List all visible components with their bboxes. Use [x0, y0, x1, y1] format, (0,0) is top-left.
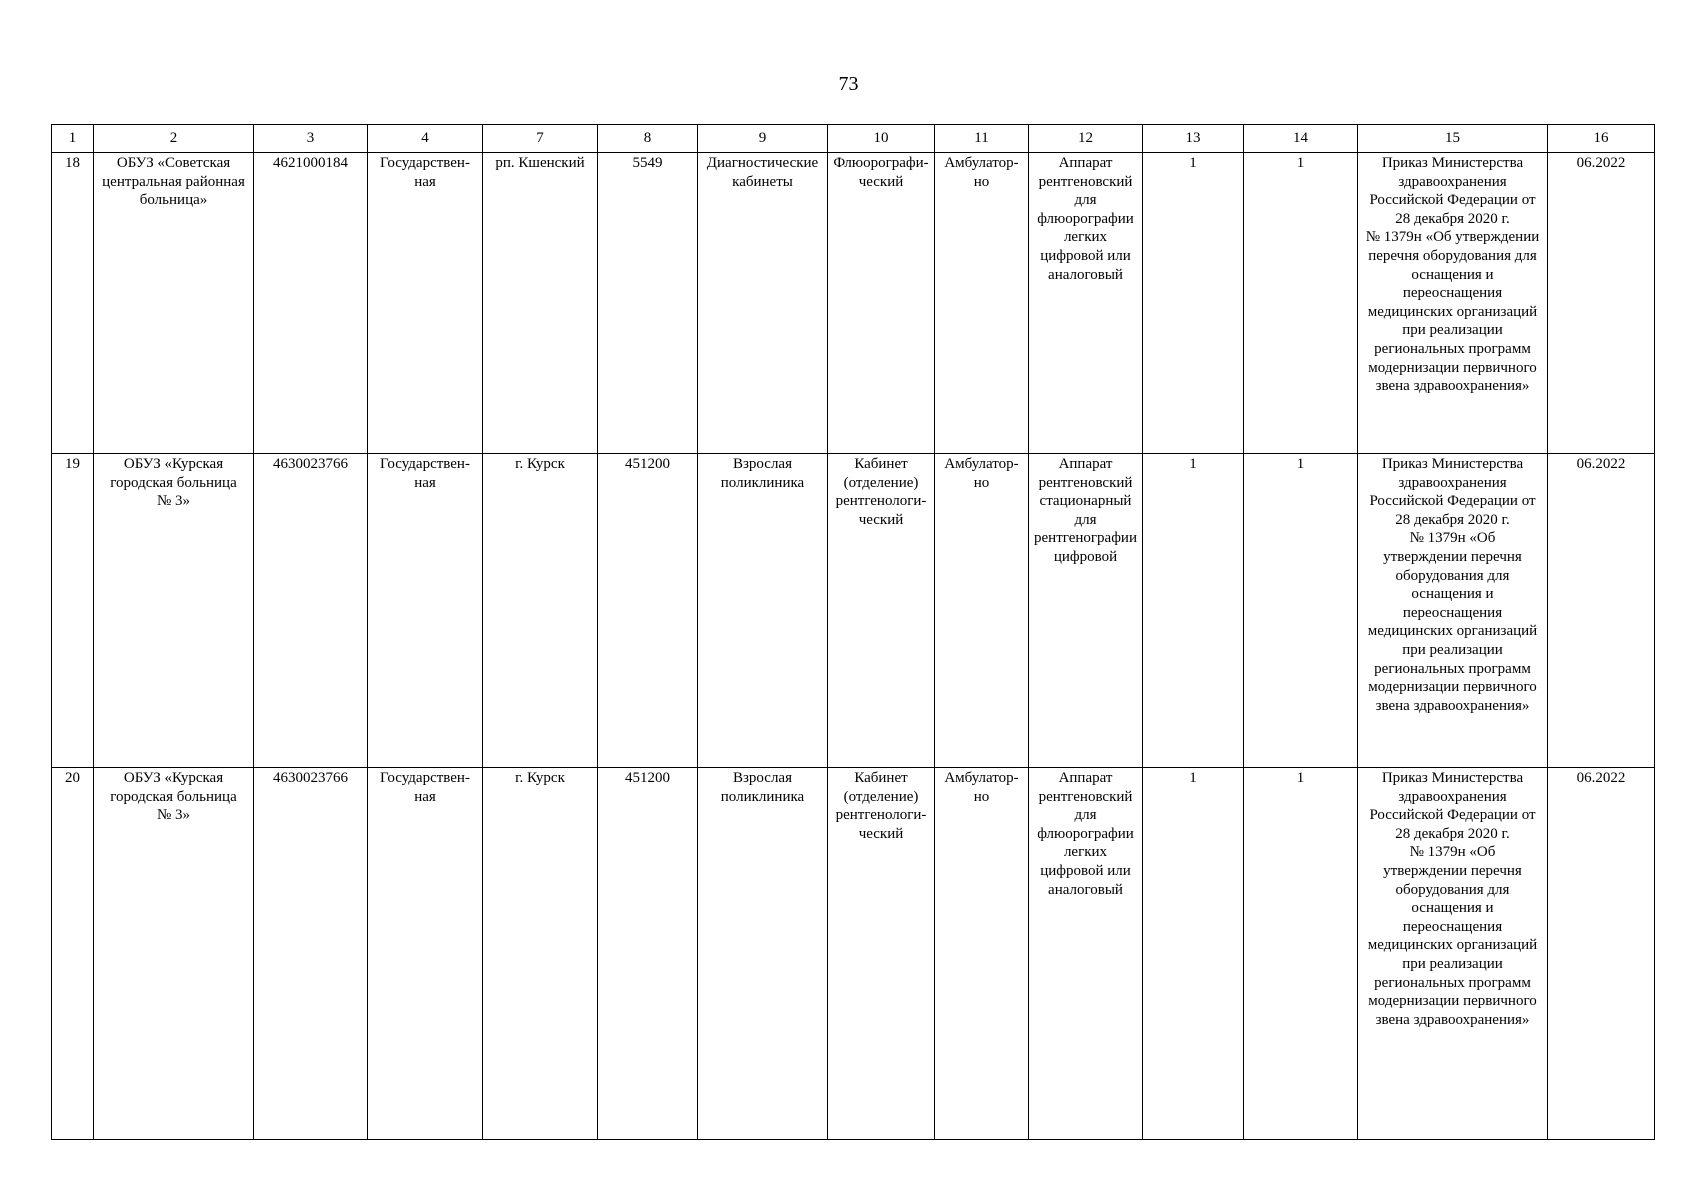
basis-line: медицинских организаций [1367, 623, 1538, 640]
basis-line: при реализации [1402, 322, 1503, 339]
column-number: 11 [935, 125, 1029, 153]
ownership-line: ная [414, 173, 436, 190]
basis-line: региональных программ [1374, 660, 1531, 677]
care-type-cell [935, 454, 1029, 768]
basis-line: здравоохранения [1398, 173, 1507, 190]
column-number-row [52, 125, 1655, 153]
equipment-line: рентгенографии [1034, 530, 1137, 547]
equipment-table [51, 124, 1655, 1140]
basis-line: переоснащения [1402, 604, 1503, 621]
department-line: ческий [858, 511, 904, 528]
basis-line: Приказ Министерства [1381, 155, 1524, 171]
basis-line: здравоохранения [1398, 474, 1507, 491]
basis-line: 28 декабря 2020 г. [1395, 210, 1510, 227]
basis-line: региональных программ [1374, 974, 1531, 991]
date-cell: 06.2022 [1548, 768, 1655, 1140]
organization-line: ОБУЗ «Курская [123, 456, 224, 472]
basis-line: региональных программ [1374, 340, 1531, 357]
code-cell: 5549 [598, 153, 698, 454]
organization-line: центральная районная [102, 173, 245, 190]
basis-line: звена здравоохранения» [1375, 378, 1530, 395]
column-number: 15 [1358, 125, 1548, 153]
equipment-line: цифровой или [1040, 247, 1131, 264]
inn-cell: 4630023766 [254, 454, 368, 768]
basis-line: оснащения и [1411, 266, 1494, 283]
equipment-line: аналоговый [1048, 266, 1123, 283]
equipment-cell [1029, 454, 1143, 768]
department-line: ческий [858, 825, 904, 842]
organization-line: ОБУЗ «Советская [116, 155, 231, 171]
quantity-cell: 1 [1244, 768, 1358, 1140]
column-number: 10 [828, 125, 935, 153]
equipment-line: для [1074, 511, 1097, 528]
code-cell: 451200 [598, 768, 698, 1140]
department-cell [828, 153, 935, 454]
basis-line: звена здравоохранения» [1375, 697, 1530, 714]
inn-cell: 4621000184 [254, 153, 368, 454]
date-cell: 06.2022 [1548, 153, 1655, 454]
table-row [52, 454, 1655, 768]
organization-line: ОБУЗ «Курская [123, 770, 224, 786]
row-number: 18 [52, 153, 94, 454]
equipment-line: цифровой или [1040, 862, 1131, 879]
basis-line: Приказ Министерства [1381, 456, 1524, 472]
unit-line: поликлиника [720, 788, 805, 805]
column-number: 13 [1143, 125, 1244, 153]
ownership-cell [368, 454, 483, 768]
basis-cell [1358, 768, 1548, 1140]
basis-line: оснащения и [1411, 586, 1494, 603]
care-type-cell [935, 768, 1029, 1140]
care-type-line: но [973, 474, 990, 491]
equipment-line: рентгеновский [1038, 173, 1133, 190]
basis-line: Приказ Министерства [1381, 770, 1524, 786]
column-number: 9 [698, 125, 828, 153]
unit-line: кабинеты [732, 173, 793, 190]
basis-line: Российской Федерации от [1369, 493, 1536, 510]
column-number: 3 [254, 125, 368, 153]
basis-line: Российской Федерации от [1369, 807, 1536, 824]
locality-cell: г. Курск [483, 768, 598, 1140]
basis-line: модернизации первичного [1368, 359, 1537, 376]
organization-cell [94, 768, 254, 1140]
ownership-cell [368, 153, 483, 454]
column-number: 14 [1244, 125, 1358, 153]
basis-line: здравоохранения [1398, 788, 1507, 805]
column-number: 7 [483, 125, 598, 153]
organization-line: городская больница [110, 788, 237, 805]
organization-line: № 3» [156, 807, 191, 824]
department-line: ческий [858, 173, 904, 190]
department-line: рентгенологи- [835, 493, 927, 510]
department-line: (отделение) [843, 474, 919, 491]
organization-line: больница» [139, 192, 208, 209]
column-number: 16 [1548, 125, 1655, 153]
equipment-cell [1029, 768, 1143, 1140]
basis-line: № 1379н «Об утверждении [1365, 229, 1540, 246]
department-line: Флюорографи- [833, 155, 929, 171]
basis-line: № 1379н «Об [1409, 844, 1496, 861]
department-cell [828, 454, 935, 768]
unit-cell [698, 153, 828, 454]
basis-line: утверждении перечня [1383, 548, 1522, 565]
code-cell: 451200 [598, 454, 698, 768]
basis-line: Российской Федерации от [1369, 192, 1536, 209]
care-type-line: Амбулатор- [944, 456, 1019, 472]
ownership-line: Государствен- [380, 770, 470, 786]
basis-cell [1358, 454, 1548, 768]
organization-cell [94, 454, 254, 768]
basis-line: переоснащения [1402, 285, 1503, 302]
care-type-cell [935, 153, 1029, 454]
department-line: рентгенологи- [835, 807, 927, 824]
locality-cell: г. Курск [483, 454, 598, 768]
basis-line: оснащения и [1411, 900, 1494, 917]
column-number: 2 [94, 125, 254, 153]
quantity-cell: 1 [1143, 153, 1244, 454]
page-number: 73 [838, 73, 859, 95]
column-number: 1 [52, 125, 94, 153]
quantity-cell: 1 [1143, 768, 1244, 1140]
basis-line: при реализации [1402, 641, 1503, 658]
unit-line: Диагностические [706, 155, 819, 171]
organization-line: № 3» [156, 493, 191, 510]
basis-line: 28 декабря 2020 г. [1395, 825, 1510, 842]
ownership-line: ная [414, 788, 436, 805]
equipment-line: легких [1063, 229, 1108, 246]
table-row [52, 768, 1655, 1140]
basis-line: переоснащения [1402, 918, 1503, 935]
equipment-line: для [1074, 807, 1097, 824]
equipment-line: рентгеновский [1038, 474, 1133, 491]
column-number: 12 [1029, 125, 1143, 153]
basis-line: звена здравоохранения» [1375, 1011, 1530, 1028]
ownership-line: Государствен- [380, 456, 470, 472]
column-number: 8 [598, 125, 698, 153]
basis-line: утверждении перечня [1383, 862, 1522, 879]
basis-line: 28 декабря 2020 г. [1395, 511, 1510, 528]
ownership-line: ная [414, 474, 436, 491]
equipment-line: Аппарат [1058, 770, 1113, 786]
department-line: Кабинет [854, 770, 908, 786]
basis-line: оборудования для [1395, 567, 1510, 584]
unit-line: Взрослая [732, 770, 792, 786]
quantity-cell: 1 [1143, 454, 1244, 768]
equipment-line: флюорографии [1037, 210, 1134, 227]
column-number: 4 [368, 125, 483, 153]
basis-line: модернизации первичного [1368, 993, 1537, 1010]
department-line: (отделение) [843, 788, 919, 805]
date-cell: 06.2022 [1548, 454, 1655, 768]
equipment-line: аналоговый [1048, 881, 1123, 898]
equipment-line: флюорографии [1037, 825, 1134, 842]
basis-line: перечня оборудования для [1368, 247, 1537, 264]
basis-cell [1358, 153, 1548, 454]
equipment-cell [1029, 153, 1143, 454]
equipment-line: стационарный [1039, 493, 1132, 510]
organization-cell [94, 153, 254, 454]
basis-line: при реализации [1402, 955, 1503, 972]
table-row [52, 153, 1655, 454]
care-type-line: но [973, 173, 990, 190]
basis-line: модернизации первичного [1368, 679, 1537, 696]
department-line: Кабинет [854, 456, 908, 472]
equipment-line: для [1074, 192, 1097, 209]
department-cell [828, 768, 935, 1140]
quantity-cell: 1 [1244, 153, 1358, 454]
equipment-line: рентгеновский [1038, 788, 1133, 805]
equipment-line: Аппарат [1058, 456, 1113, 472]
inn-cell: 4630023766 [254, 768, 368, 1140]
organization-line: городская больница [110, 474, 237, 491]
ownership-cell [368, 768, 483, 1140]
row-number: 20 [52, 768, 94, 1140]
equipment-line: легких [1063, 844, 1108, 861]
unit-cell [698, 454, 828, 768]
basis-line: медицинских организаций [1367, 303, 1538, 320]
care-type-line: Амбулатор- [944, 155, 1019, 171]
equipment-line: цифровой [1053, 548, 1118, 565]
unit-cell [698, 768, 828, 1140]
care-type-line: но [973, 788, 990, 805]
basis-line: № 1379н «Об [1409, 530, 1496, 547]
basis-line: медицинских организаций [1367, 937, 1538, 954]
care-type-line: Амбулатор- [944, 770, 1019, 786]
unit-line: поликлиника [720, 474, 805, 491]
unit-line: Взрослая [732, 456, 792, 472]
ownership-line: Государствен- [380, 155, 470, 171]
quantity-cell: 1 [1244, 454, 1358, 768]
equipment-line: Аппарат [1058, 155, 1113, 171]
row-number: 19 [52, 454, 94, 768]
locality-cell: рп. Кшенский [483, 153, 598, 454]
basis-line: оборудования для [1395, 881, 1510, 898]
